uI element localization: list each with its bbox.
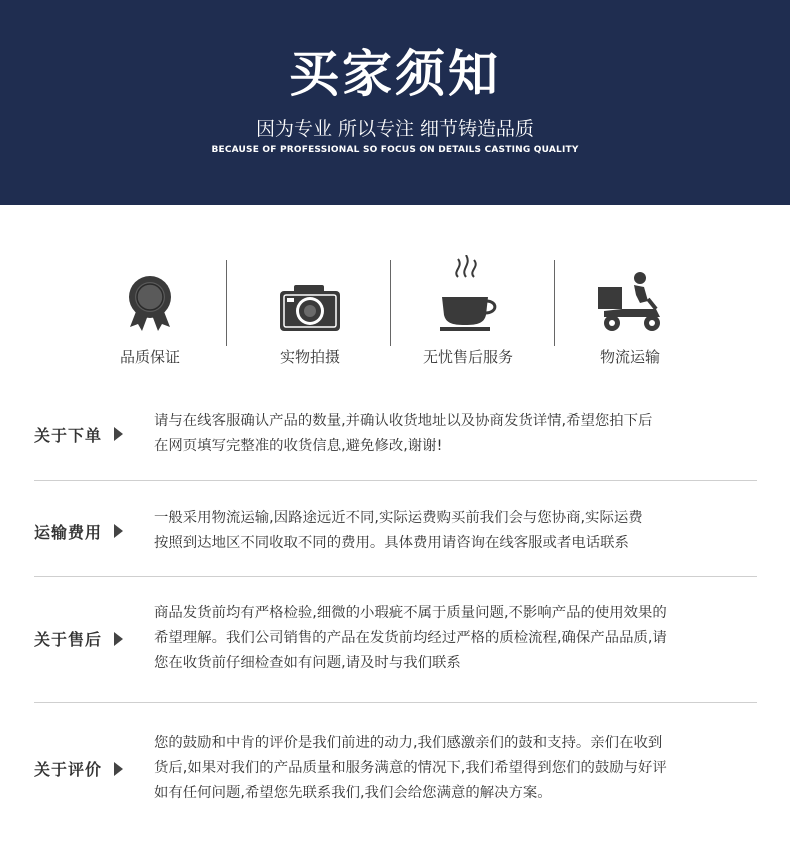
camera-icon <box>278 283 342 333</box>
section-line: 货后,如果对我们的产品质量和服务满意的情况下,我们希望得到您们的鼓励与好评 <box>154 760 667 776</box>
section-line: 商品发货前均有严格检验,细微的小瑕疵不属于质量问题,不影响产品的使用效果的 <box>154 605 667 621</box>
section-shipping <box>34 505 757 557</box>
section-ordering <box>34 408 757 460</box>
section-line: 请与在线客服确认产品的数量,并确认收货地址以及协商发货详情,希望您拍下后 <box>154 413 653 429</box>
feature-label: 无忧售后服务 <box>422 348 513 366</box>
header-banner <box>0 0 790 205</box>
section-line: 您在收货前仔细检查如有问题,请及时与我们联系 <box>154 655 461 671</box>
feature-aftersale <box>398 255 538 367</box>
banner-subtitle-english: BECAUSE OF PROFESSIONAL SO FOCUS ON DETAILS CASTING QUALITY <box>211 145 579 155</box>
divider <box>34 480 757 481</box>
section-heading: 关于评价 <box>34 760 103 779</box>
feature-photo <box>240 255 380 367</box>
delivery-scooter-icon <box>596 271 664 333</box>
divider-vertical <box>554 260 555 346</box>
feature-label: 品质保证 <box>119 348 180 366</box>
section-line: 您的鼓励和中肯的评价是我们前进的动力,我们感激亲们的鼓和支持。亲们在收到 <box>154 735 663 751</box>
section-line: 在网页填写完整准的收货信息,避免修改,谢谢! <box>154 438 443 454</box>
divider-vertical <box>390 260 391 346</box>
page-title: 买家须知 <box>289 45 501 103</box>
coffee-cup-icon <box>438 255 498 333</box>
section-line: 如有任何问题,希望您先联系我们,我们会给您满意的解决方案。 <box>154 785 552 801</box>
arrow-right-icon <box>114 524 123 538</box>
section-review <box>34 730 757 807</box>
arrow-right-icon <box>114 762 123 776</box>
divider-vertical <box>226 260 227 346</box>
section-aftersale <box>34 600 757 677</box>
feature-label: 实物拍摄 <box>279 348 340 366</box>
quality-badge-icon <box>126 275 174 333</box>
section-line: 按照到达地区不同收取不同的费用。具体费用请咨询在线客服或者电话联系 <box>154 535 629 551</box>
section-heading: 关于售后 <box>34 630 103 649</box>
feature-quality <box>80 255 220 367</box>
divider <box>34 702 757 703</box>
arrow-right-icon <box>114 632 123 646</box>
feature-logistics <box>560 255 700 367</box>
divider <box>34 576 757 577</box>
arrow-right-icon <box>114 427 123 441</box>
section-line: 一般采用物流运输,因路途远近不同,实际运费购买前我们会与您协商,实际运费 <box>154 510 643 526</box>
section-heading: 关于下单 <box>34 425 103 445</box>
feature-label: 物流运输 <box>599 348 660 366</box>
banner-subtitle: 因为专业 所以专注 细节铸造品质 <box>255 118 535 140</box>
section-line: 希望理解。我们公司销售的产品在发货前均经过严格的质检流程,确保产品品质,请 <box>154 630 667 646</box>
section-heading: 运输费用 <box>34 522 103 542</box>
